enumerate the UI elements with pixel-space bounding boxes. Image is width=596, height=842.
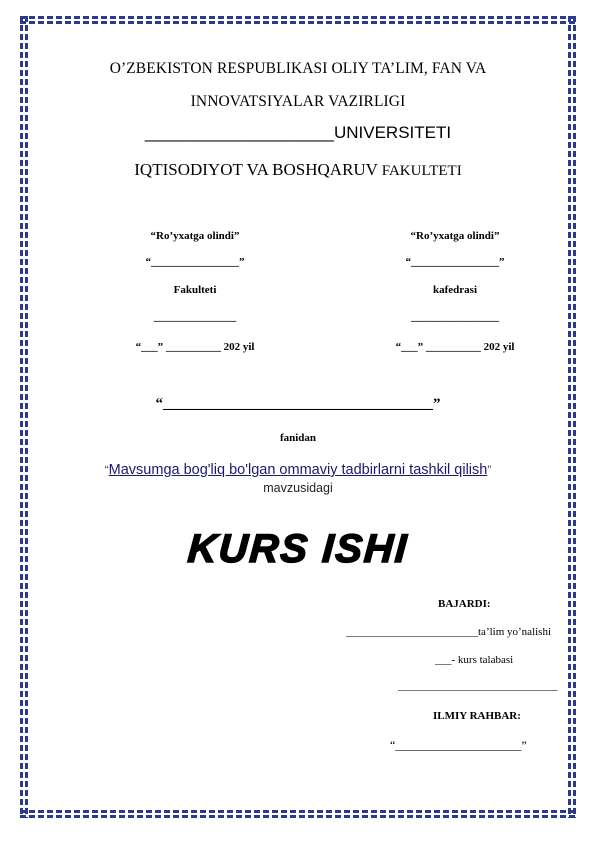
reg-left-title: “Ro’yxatga olindi” [150, 230, 240, 242]
supervisor-label: ILMIY RAHBAR: [433, 710, 521, 722]
performer-name-blank: _____________________________ [398, 680, 558, 692]
reg-right-unit: kafedrasi [433, 284, 477, 296]
faculty-name-rest: FAKULTETI [377, 163, 462, 179]
reg-left-number: “________________” [145, 256, 245, 268]
performer-course: ___- kurs talabasi [435, 654, 514, 666]
page-border-bottom [20, 810, 576, 818]
topic-mavzusidagi: mavzusidagi [263, 481, 333, 495]
ministry-line-1: O’ZBEKISTON RESPUBLIKASI OLIY TA’LIM, FAN VA [109, 60, 487, 77]
topic-open-quote: “ [104, 463, 109, 477]
subject-blank: “____________________________________” [155, 396, 441, 412]
topic-line [0, 462, 596, 478]
faculty-name [0, 160, 596, 180]
reg-right-date: “___” __________ 202 yil [395, 341, 515, 353]
topic-title: Mavsumga bog'liq bo'lgan ommaviy tadbirlarni tashkil qilish [108, 462, 488, 478]
page-border-top [20, 16, 576, 24]
reg-left-date: “___” __________ 202 yil [135, 341, 255, 353]
reg-left-blank: _______________ [153, 311, 237, 323]
supervisor-name-blank: “_____________________” [390, 738, 527, 752]
university-name: ____________________UNIVERSITETI [144, 123, 452, 142]
subject-fanidan: fanidan [279, 432, 317, 444]
reg-right-number: “________________” [405, 256, 505, 268]
faculty-name-bold: IQTISODIYOT VA BOSHQARUV [134, 160, 378, 179]
reg-left-unit: Fakulteti [173, 284, 217, 296]
performer-direction: ________________________ta’lim yo’nalishi [346, 626, 552, 638]
ministry-line-2: INNOVATSIYALAR VAZIRLIGI [190, 93, 406, 110]
performer-label: BAJARDI: [438, 598, 491, 610]
work-title: KURS ISHI [186, 527, 410, 571]
reg-right-title: “Ro’yxatga olindi” [410, 230, 500, 242]
topic-close-quote: ” [487, 463, 492, 477]
reg-right-blank: ________________ [411, 311, 499, 323]
